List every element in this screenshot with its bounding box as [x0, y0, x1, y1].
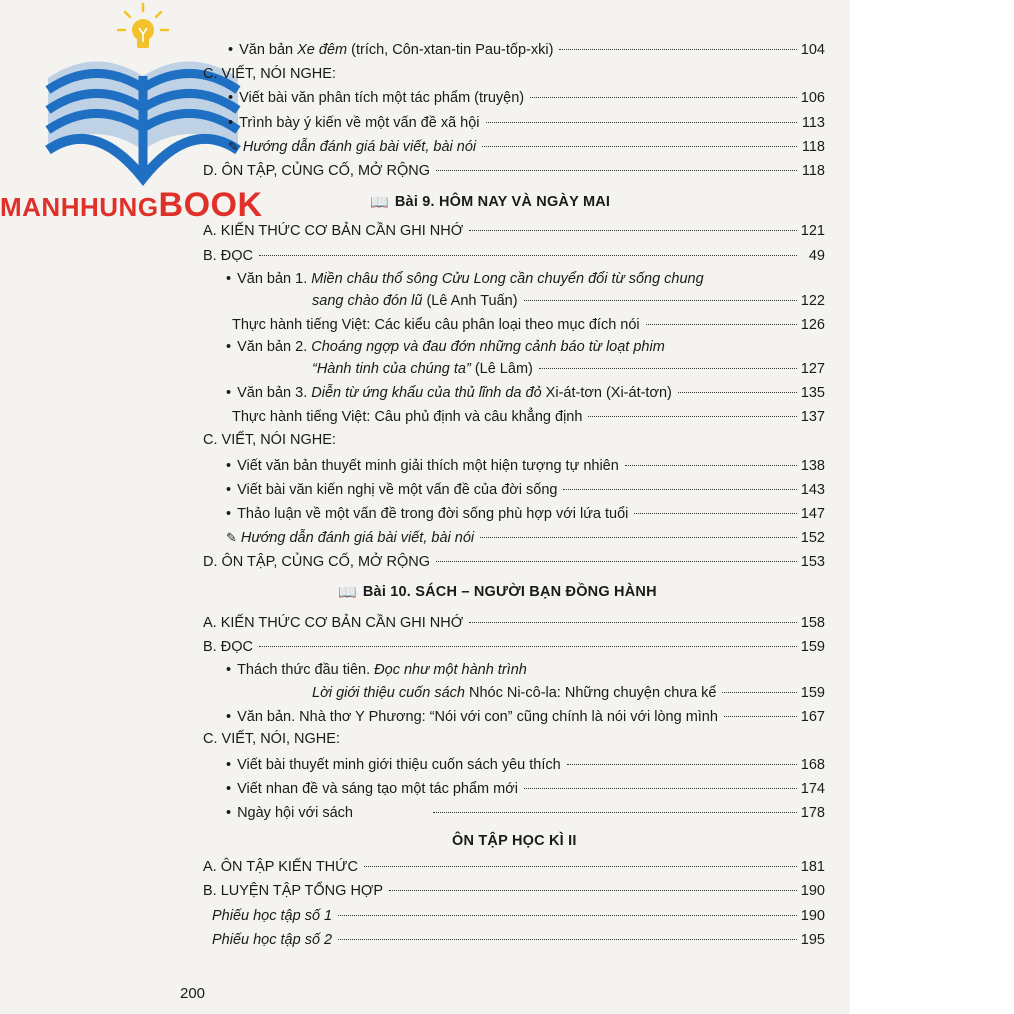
toc-page-number: 174: [800, 781, 825, 797]
toc-page-number: 158: [800, 615, 825, 631]
toc-entry: [312, 360, 825, 378]
brand-name-light: MANHHUNG: [0, 192, 159, 222]
review-heading: ÔN TẬP HỌC KÌ II: [452, 833, 577, 849]
toc-page-number: 195: [800, 932, 825, 948]
toc-entry: [203, 162, 825, 180]
toc-entry: [226, 384, 825, 402]
toc-entry: [226, 756, 825, 774]
toc-page-number: 153: [800, 554, 825, 570]
toc-entry-text: ✎ Hướng dẫn đánh giá bài viết, bài nói: [226, 530, 475, 546]
section-heading: C. VIẾT, NÓI, NGHE:: [203, 731, 340, 747]
toc-entry-text: B. LUYỆN TẬP TỔNG HỢP: [203, 883, 384, 899]
toc-entry: [228, 89, 825, 107]
toc-entry-text: • Viết văn bản thuyết minh giải thích một hiện tượng tự nhiên: [226, 457, 619, 475]
toc-entry: [203, 553, 825, 571]
lesson-heading: 📖 Bài 10. SÁCH – NGƯỜI BẠN ĐỒNG HÀNH: [338, 584, 657, 601]
toc-page-number: 190: [800, 908, 825, 924]
brand-name: [0, 186, 263, 225]
toc-page-number: 49: [808, 248, 825, 264]
toc-page-number: 118: [801, 163, 825, 179]
toc-page-number: 181: [800, 859, 825, 875]
toc-page-number: 138: [800, 458, 825, 474]
toc-page-number: 118: [801, 139, 825, 155]
toc-entry-text: Thực hành tiếng Việt: Các kiểu câu phân loại theo mục đích nói: [232, 317, 640, 333]
toc-entry-text: • Viết bài văn phân tích một tác phẩm (truyện): [228, 89, 524, 107]
toc-page-number: 143: [800, 482, 825, 498]
toc-entry-text: • Viết nhan đề và sáng tạo một tác phẩm mới: [226, 780, 518, 798]
toc-entry-text: “Hành tinh của chúng ta” (Lê Lâm): [312, 361, 533, 377]
page-edge: [850, 0, 1014, 1014]
section-heading: C. VIẾT, NÓI NGHE:: [203, 66, 336, 82]
toc-entry-text: B. ĐỌC: [203, 248, 253, 264]
toc-page-number: 178: [800, 805, 825, 821]
toc-page-number: 135: [800, 385, 825, 401]
toc-page-number: 137: [800, 409, 825, 425]
toc-entry-text: A. ÔN TẬP KIẾN THỨC: [203, 859, 359, 875]
toc-entry-text: • Văn bản 3. Diễn từ ứng khẩu của thủ lĩnh da đỏ Xi-át-tơn (Xi-át-tơn): [226, 384, 672, 402]
page-number: 200: [180, 985, 206, 1002]
toc-entry-text: sang chào đón lũ (Lê Anh Tuấn): [312, 293, 518, 309]
toc-entry-text: Phiếu học tập số 2: [212, 932, 333, 948]
toc-entry: [203, 858, 825, 876]
toc-entry: [212, 907, 825, 925]
toc-entry: [232, 408, 825, 426]
toc-page-number: 190: [800, 883, 825, 899]
toc-entry-text: ✎ Hướng dẫn đánh giá bài viết, bài nói: [228, 139, 477, 155]
book-icon: 📖: [338, 584, 357, 601]
toc-page-number: 152: [800, 530, 825, 546]
toc-entry-text: B. ĐỌC: [203, 639, 253, 655]
toc-entry: [226, 804, 825, 822]
toc-entry-text: • Văn bản. Nhà thơ Y Phương: “Nói với con” cũng chính là nói với lòng mình: [226, 708, 718, 726]
toc-entry-text: • Văn bản Xe đêm (trích, Côn-xtan-tin Pau-tốp-xki): [228, 41, 553, 59]
toc-page-number: 147: [800, 506, 825, 522]
toc-entry: [312, 292, 825, 310]
toc-entry: [228, 138, 825, 156]
toc-entry-text: Lời giới thiệu cuốn sách Nhóc Ni-cô-la: Những chuyện chưa kể: [312, 685, 717, 701]
toc-entry: [226, 780, 825, 798]
toc-entry-text: A. KIẾN THỨC CƠ BẢN CẦN GHI NHỚ: [203, 223, 464, 239]
brand-logo: [0, 0, 300, 225]
toc-entry: [203, 882, 825, 900]
pen-icon: ✎: [228, 139, 239, 154]
toc-entry-text: • Văn bản 2. Choáng ngợp và đau đớn những cảnh báo từ loạt phim: [226, 338, 665, 356]
toc-entry-text: • Thảo luận về một vấn đề trong đời sống phù hợp với lứa tuổi: [226, 505, 628, 523]
section-heading: C. VIẾT, NÓI NGHE:: [203, 432, 336, 448]
pen-icon: ✎: [226, 530, 237, 545]
toc-page-number: 159: [800, 639, 825, 655]
toc-entry-text: • Ngày hội với sách: [226, 804, 353, 822]
toc-entry-text: • Viết bài văn kiến nghị về một vấn đề của đời sống: [226, 481, 557, 499]
toc-entry: [203, 614, 825, 632]
toc-entry: [228, 41, 825, 59]
toc-page-number: 121: [800, 223, 825, 239]
toc-entry-text: D. ÔN TẬP, CỦNG CỐ, MỞ RỘNG: [203, 554, 431, 570]
toc-entry: [203, 222, 825, 240]
lightbulb-icon: [132, 19, 154, 48]
toc-entry: [226, 708, 825, 726]
toc-page-number: 168: [800, 757, 825, 773]
toc-entry: [228, 114, 825, 132]
toc-entry-text: A. KIẾN THỨC CƠ BẢN CẦN GHI NHỚ: [203, 615, 464, 631]
toc-entry: [226, 481, 825, 499]
toc-entry-text: Phiếu học tập số 1: [212, 908, 333, 924]
toc-page-number: 104: [800, 42, 825, 58]
brand-name-bold: BOOK: [158, 186, 263, 224]
toc-page-number: 167: [800, 709, 825, 725]
toc-entry-text: D. ÔN TẬP, CỦNG CỐ, MỞ RỘNG: [203, 163, 431, 179]
toc-entry-text: Thực hành tiếng Việt: Câu phủ định và câu khẳng định: [232, 409, 583, 425]
toc-entry: [312, 684, 825, 702]
toc-entry: [226, 505, 825, 523]
toc-entry: [203, 247, 825, 265]
toc-entry: [212, 931, 825, 949]
toc-page-number: 122: [800, 293, 825, 309]
book-icon: 📖: [370, 194, 389, 211]
toc-entry-text: • Thách thức đầu tiên. Đọc như một hành trình: [226, 661, 527, 679]
toc-entry: [203, 638, 825, 656]
toc-page-number: 126: [800, 317, 825, 333]
toc-entry-text: • Viết bài thuyết minh giới thiệu cuốn sách yêu thích: [226, 756, 561, 774]
toc-entry-text: • Văn bản 1. Miền châu thổ sông Cửu Long cần chuyển đổi từ sống chung: [226, 270, 704, 288]
toc-page-number: 106: [800, 90, 825, 106]
toc-entry: [226, 529, 825, 547]
toc-page-number: 113: [801, 115, 825, 131]
toc-page-number: 159: [800, 685, 825, 701]
toc-entry: [232, 316, 825, 334]
toc-page-number: 127: [800, 361, 825, 377]
lesson-heading: 📖 Bài 9. HÔM NAY VÀ NGÀY MAI: [370, 194, 611, 211]
toc-entry-text: • Trình bày ý kiến về một vấn đề xã hội: [228, 114, 480, 132]
toc-entry: [226, 457, 825, 475]
